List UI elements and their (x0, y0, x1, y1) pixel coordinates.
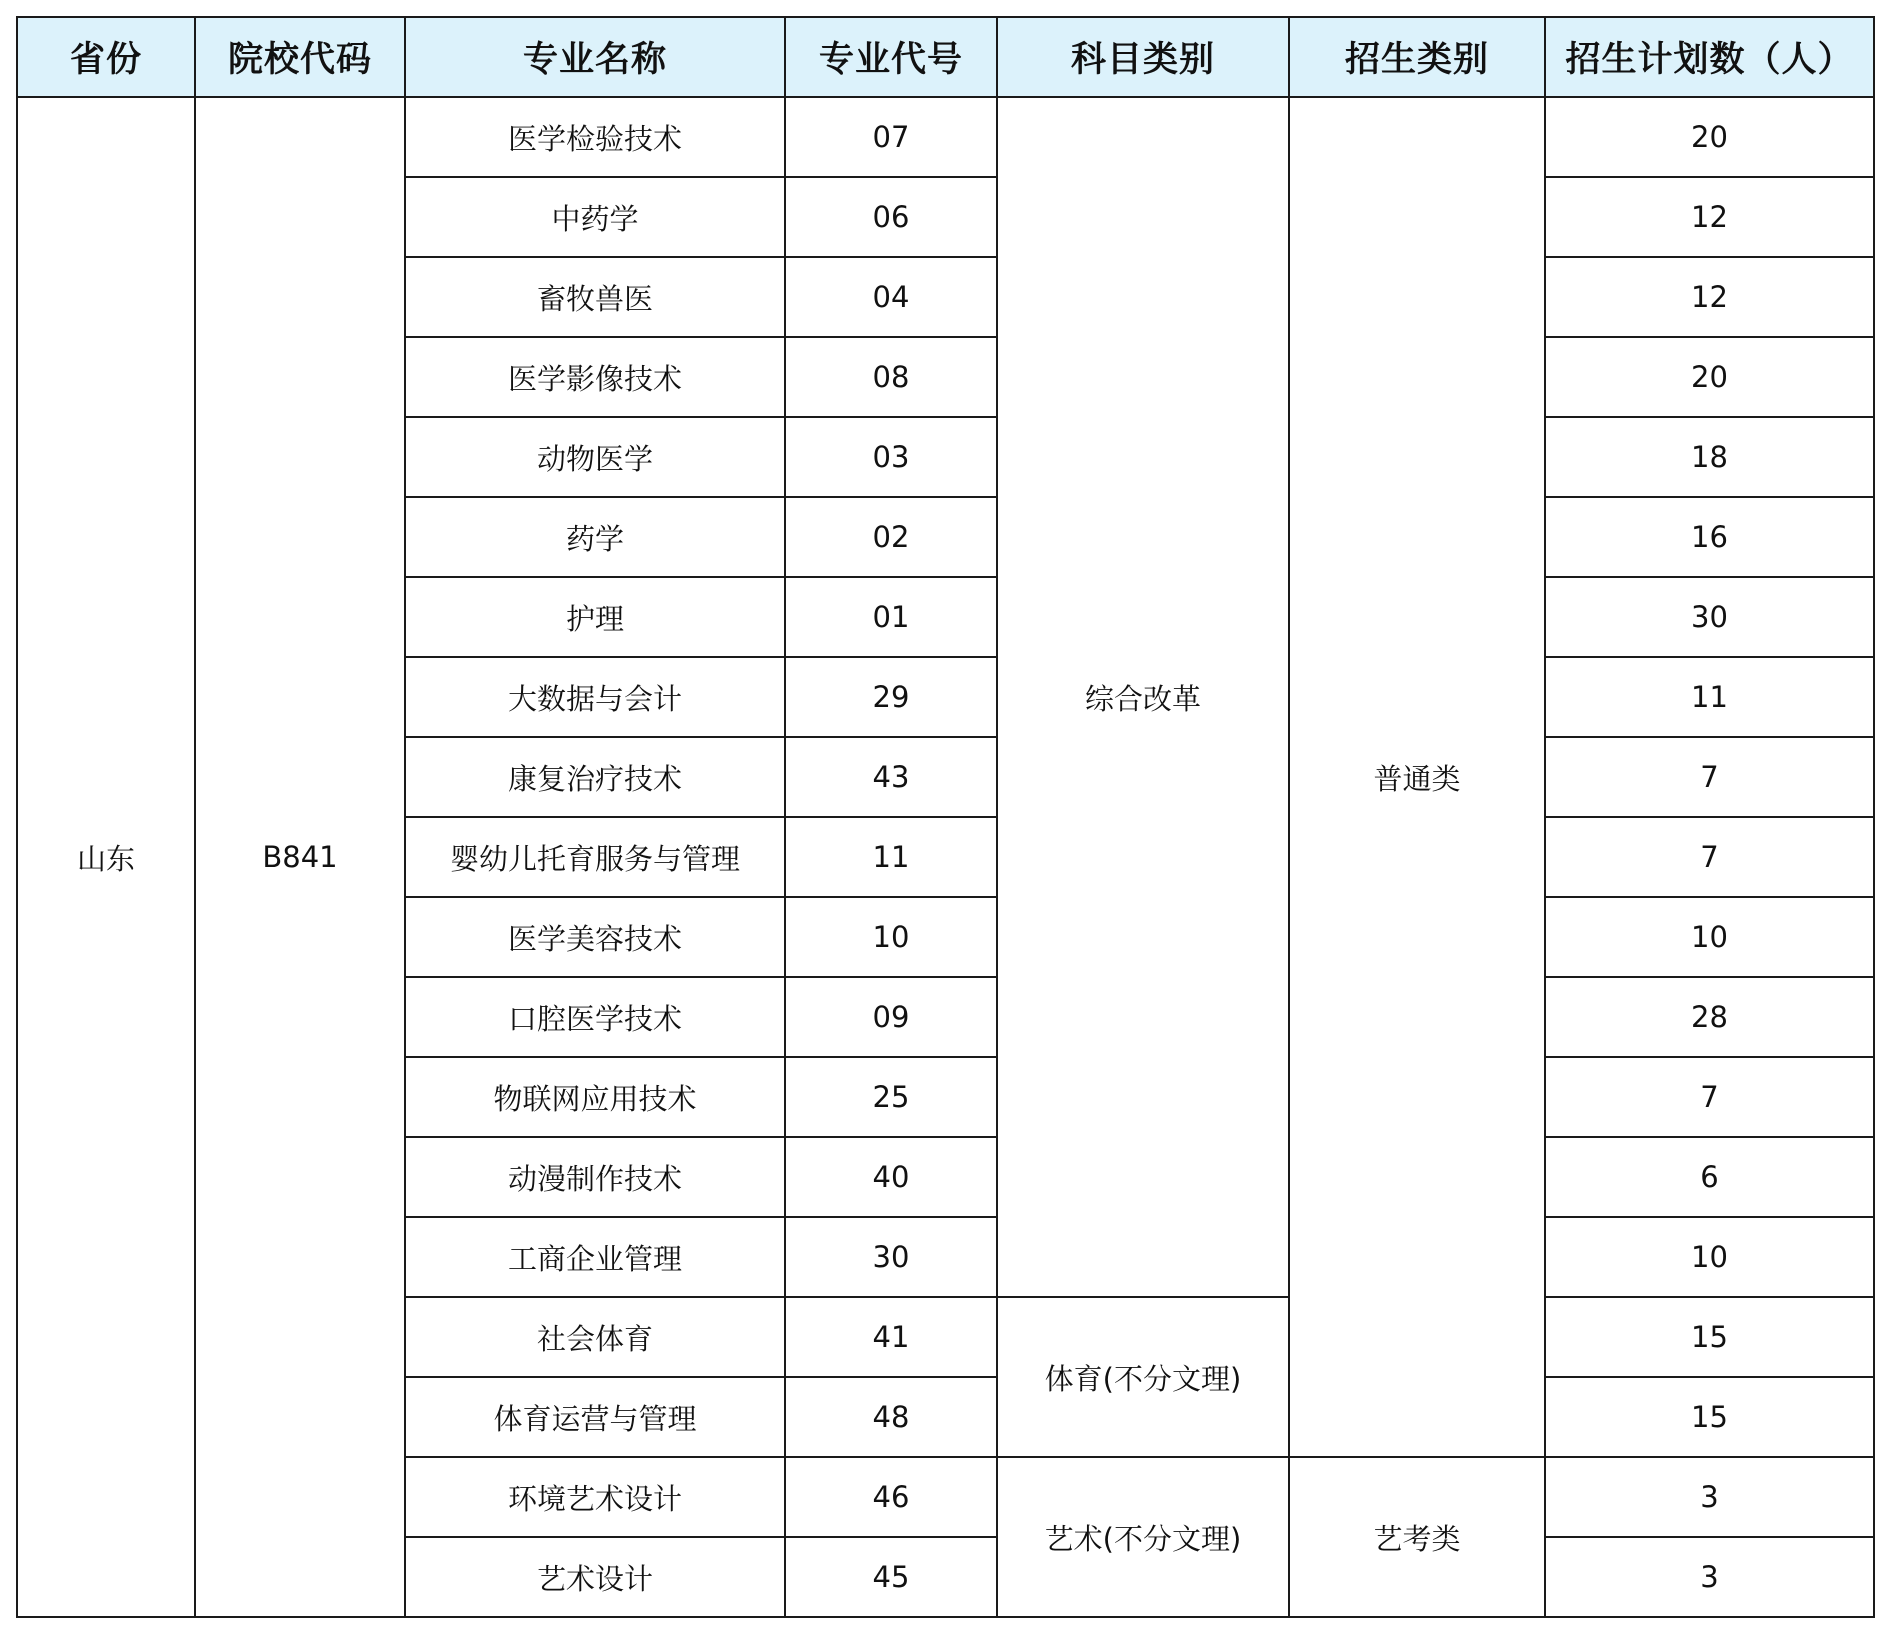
major-name-cell: 动漫制作技术 (405, 1137, 785, 1217)
major-code-cell: 48 (785, 1377, 997, 1457)
plan-count-cell: 15 (1545, 1377, 1874, 1457)
enrollment-plan-table (16, 16, 1875, 1618)
major-name-cell: 大数据与会计 (405, 657, 785, 737)
plan-count-cell: 11 (1545, 657, 1874, 737)
table-header-row (17, 17, 1874, 97)
major-name-cell: 口腔医学技术 (405, 977, 785, 1057)
major-code-cell: 41 (785, 1297, 997, 1377)
plan-count-cell: 16 (1545, 497, 1874, 577)
plan-count-cell: 30 (1545, 577, 1874, 657)
enrollment-category-cell: 艺考类 (1289, 1457, 1545, 1617)
major-code-cell: 45 (785, 1537, 997, 1617)
major-name-cell: 物联网应用技术 (405, 1057, 785, 1137)
plan-count-cell: 3 (1545, 1537, 1874, 1617)
subject-category-cell: 艺术(不分文理) (997, 1457, 1289, 1617)
plan-count-cell: 28 (1545, 977, 1874, 1057)
major-code-cell: 46 (785, 1457, 997, 1537)
plan-count-cell: 7 (1545, 737, 1874, 817)
plan-count-cell: 20 (1545, 97, 1874, 177)
major-code-cell: 02 (785, 497, 997, 577)
major-name-cell: 社会体育 (405, 1297, 785, 1377)
plan-count-cell: 15 (1545, 1297, 1874, 1377)
major-name-cell: 护理 (405, 577, 785, 657)
major-code-cell: 30 (785, 1217, 997, 1297)
major-code-cell: 40 (785, 1137, 997, 1217)
plan-count-cell: 20 (1545, 337, 1874, 417)
major-code-cell: 01 (785, 577, 997, 657)
enrollment-category-cell: 普通类 (1289, 97, 1545, 1457)
plan-count-cell: 10 (1545, 1217, 1874, 1297)
major-code-cell: 08 (785, 337, 997, 417)
major-name-cell: 环境艺术设计 (405, 1457, 785, 1537)
subject-category-cell: 综合改革 (997, 97, 1289, 1297)
header-enrollment-category: 招生类别 (1289, 17, 1545, 97)
major-name-cell: 动物医学 (405, 417, 785, 497)
major-name-cell: 艺术设计 (405, 1537, 785, 1617)
plan-count-cell: 10 (1545, 897, 1874, 977)
plan-count-cell: 6 (1545, 1137, 1874, 1217)
major-name-cell: 康复治疗技术 (405, 737, 785, 817)
header-school-code: 院校代码 (195, 17, 405, 97)
table-row (17, 97, 1874, 177)
plan-count-cell: 18 (1545, 417, 1874, 497)
school-code-cell: B841 (195, 97, 405, 1617)
major-code-cell: 29 (785, 657, 997, 737)
plan-count-cell: 12 (1545, 257, 1874, 337)
plan-count-cell: 7 (1545, 1057, 1874, 1137)
major-code-cell: 07 (785, 97, 997, 177)
header-province: 省份 (17, 17, 195, 97)
major-name-cell: 婴幼儿托育服务与管理 (405, 817, 785, 897)
subject-category-cell: 体育(不分文理) (997, 1297, 1289, 1457)
major-code-cell: 06 (785, 177, 997, 257)
major-name-cell: 工商企业管理 (405, 1217, 785, 1297)
major-code-cell: 09 (785, 977, 997, 1057)
major-code-cell: 11 (785, 817, 997, 897)
plan-count-cell: 7 (1545, 817, 1874, 897)
major-name-cell: 中药学 (405, 177, 785, 257)
major-name-cell: 畜牧兽医 (405, 257, 785, 337)
major-code-cell: 25 (785, 1057, 997, 1137)
header-major-code: 专业代号 (785, 17, 997, 97)
header-major-name: 专业名称 (405, 17, 785, 97)
major-code-cell: 10 (785, 897, 997, 977)
major-name-cell: 体育运营与管理 (405, 1377, 785, 1457)
major-code-cell: 04 (785, 257, 997, 337)
plan-count-cell: 3 (1545, 1457, 1874, 1537)
major-name-cell: 医学美容技术 (405, 897, 785, 977)
major-name-cell: 医学影像技术 (405, 337, 785, 417)
major-name-cell: 药学 (405, 497, 785, 577)
major-code-cell: 03 (785, 417, 997, 497)
major-name-cell: 医学检验技术 (405, 97, 785, 177)
header-subject-category: 科目类别 (997, 17, 1289, 97)
major-code-cell: 43 (785, 737, 997, 817)
province-cell: 山东 (17, 97, 195, 1617)
plan-count-cell: 12 (1545, 177, 1874, 257)
header-plan-count: 招生计划数（人） (1545, 17, 1874, 97)
